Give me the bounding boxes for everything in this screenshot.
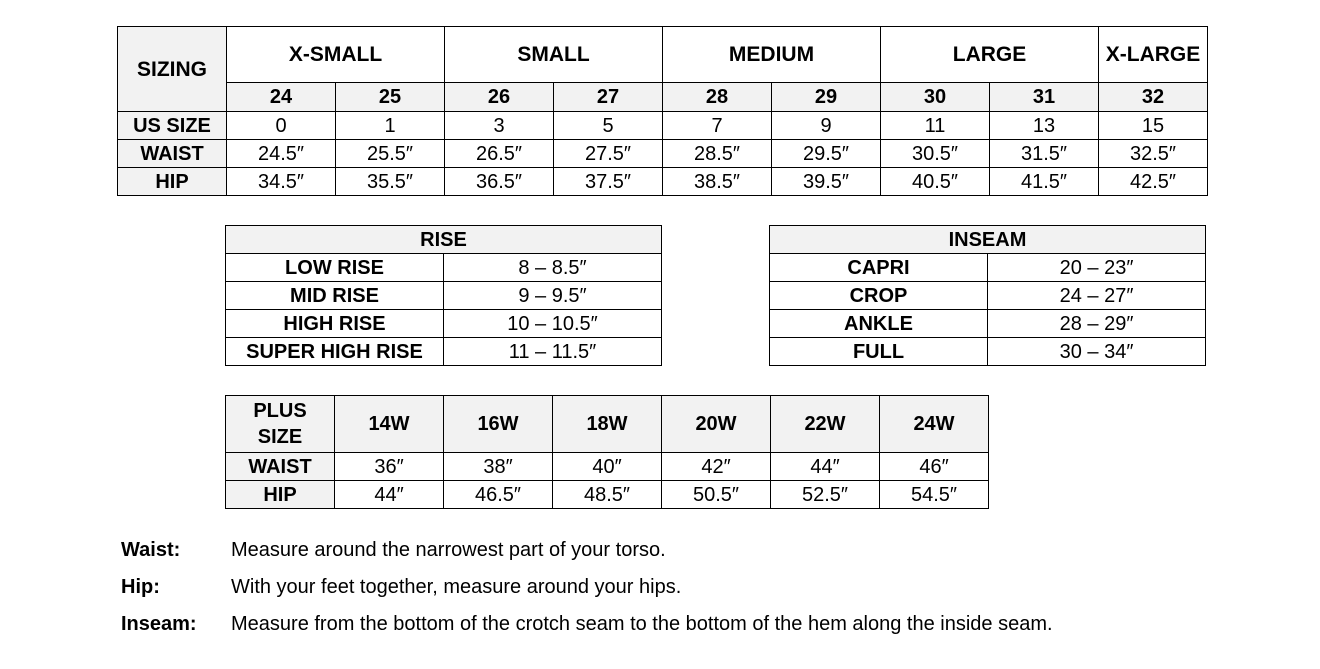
measurement-notes	[121, 539, 1053, 650]
table-cell: 29.5″	[772, 140, 881, 168]
table-cell: 32.5″	[1099, 140, 1208, 168]
table-cell: 25.5″	[336, 140, 445, 168]
table-cell: 24 – 27″	[988, 282, 1206, 310]
table-cell: 10 – 10.5″	[444, 310, 662, 338]
size-number: 32	[1099, 83, 1208, 112]
table-cell: 9	[772, 112, 881, 140]
sizing-table	[117, 26, 1208, 196]
table-cell: 27.5″	[554, 140, 663, 168]
table-cell: 3	[445, 112, 554, 140]
row-label: CAPRI	[770, 254, 988, 282]
note-term: Waist:	[121, 539, 181, 561]
size-number: 31	[990, 83, 1099, 112]
plus-size-number: 18W	[553, 396, 662, 453]
table-row	[770, 282, 1206, 310]
row-label: MID RISE	[226, 282, 444, 310]
note-text: Measure around the narrowest part of your torso.	[231, 539, 666, 561]
table-cell: 30.5″	[881, 140, 990, 168]
size-group-header: X-SMALL	[227, 27, 445, 83]
plus-size-label	[226, 396, 335, 453]
row-label: HIP	[118, 168, 227, 196]
table-cell: 26.5″	[445, 140, 554, 168]
row-label: HIGH RISE	[226, 310, 444, 338]
table-row	[118, 140, 1208, 168]
table-cell: 5	[554, 112, 663, 140]
table-cell: 30 – 34″	[988, 338, 1206, 366]
table-cell: 46.5″	[444, 481, 553, 509]
table-cell: 7	[663, 112, 772, 140]
table-cell: 24.5″	[227, 140, 336, 168]
table-row	[226, 254, 662, 282]
table-cell: 40.5″	[881, 168, 990, 196]
table-cell: 13	[990, 112, 1099, 140]
table-cell: 44″	[771, 453, 880, 481]
table-row	[226, 453, 989, 481]
table-cell: 11	[881, 112, 990, 140]
row-label: US SIZE	[118, 112, 227, 140]
table-cell: 8 – 8.5″	[444, 254, 662, 282]
plus-size-label-line2: SIZE	[257, 426, 303, 448]
row-label: FULL	[770, 338, 988, 366]
table-cell: 46″	[880, 453, 989, 481]
table-cell: 36.5″	[445, 168, 554, 196]
sizing-corner-label: SIZING	[118, 27, 227, 112]
plus-size-number: 20W	[662, 396, 771, 453]
table-row	[118, 112, 1208, 140]
table-cell: 35.5″	[336, 168, 445, 196]
plus-size-number: 22W	[771, 396, 880, 453]
size-group-header: LARGE	[881, 27, 1099, 83]
table-row	[770, 254, 1206, 282]
size-group-header: MEDIUM	[663, 27, 881, 83]
table-row	[226, 282, 662, 310]
size-number: 28	[663, 83, 772, 112]
size-group-header: X-LARGE	[1099, 27, 1208, 83]
plus-size-label-line1: PLUS	[253, 400, 307, 422]
note-text: Measure from the bottom of the crotch seam to the bottom of the hem along the inside seam.	[231, 613, 1053, 635]
table-cell: 1	[336, 112, 445, 140]
table-cell: 37.5″	[554, 168, 663, 196]
size-number: 29	[772, 83, 881, 112]
size-number: 24	[227, 83, 336, 112]
table-cell: 28 – 29″	[988, 310, 1206, 338]
table-cell: 0	[227, 112, 336, 140]
table-cell: 20 – 23″	[988, 254, 1206, 282]
table-row	[226, 338, 662, 366]
table-cell: 9 – 9.5″	[444, 282, 662, 310]
table-cell: 15	[1099, 112, 1208, 140]
table-cell: 41.5″	[990, 168, 1099, 196]
table-cell: 54.5″	[880, 481, 989, 509]
table-cell: 42″	[662, 453, 771, 481]
rise-table	[225, 225, 662, 366]
table-cell: 38.5″	[663, 168, 772, 196]
row-label: ANKLE	[770, 310, 988, 338]
table-cell: 42.5″	[1099, 168, 1208, 196]
inseam-table	[769, 225, 1206, 366]
row-label: CROP	[770, 282, 988, 310]
rise-title: RISE	[226, 226, 662, 254]
size-group-header: SMALL	[445, 27, 663, 83]
plus-size-number: 24W	[880, 396, 989, 453]
note-waist	[121, 539, 1053, 576]
plus-size-table	[225, 395, 989, 509]
size-number: 27	[554, 83, 663, 112]
table-row	[770, 310, 1206, 338]
size-number: 30	[881, 83, 990, 112]
table-cell: 40″	[553, 453, 662, 481]
note-text: With your feet together, measure around your hips.	[231, 576, 682, 598]
table-cell: 11 – 11.5″	[444, 338, 662, 366]
size-number: 25	[336, 83, 445, 112]
table-cell: 28.5″	[663, 140, 772, 168]
size-number: 26	[445, 83, 554, 112]
row-label: WAIST	[226, 453, 335, 481]
table-row	[226, 310, 662, 338]
note-term: Inseam:	[121, 613, 197, 635]
row-label: HIP	[226, 481, 335, 509]
table-cell: 31.5″	[990, 140, 1099, 168]
table-row	[118, 168, 1208, 196]
table-cell: 36″	[335, 453, 444, 481]
plus-size-number: 14W	[335, 396, 444, 453]
plus-size-number: 16W	[444, 396, 553, 453]
row-label: WAIST	[118, 140, 227, 168]
note-inseam	[121, 613, 1053, 650]
row-label: LOW RISE	[226, 254, 444, 282]
note-hip	[121, 576, 1053, 613]
table-cell: 52.5″	[771, 481, 880, 509]
note-term: Hip:	[121, 576, 160, 598]
table-row	[226, 481, 989, 509]
table-row	[770, 338, 1206, 366]
row-label: SUPER HIGH RISE	[226, 338, 444, 366]
table-cell: 39.5″	[772, 168, 881, 196]
table-cell: 48.5″	[553, 481, 662, 509]
table-cell: 44″	[335, 481, 444, 509]
table-cell: 34.5″	[227, 168, 336, 196]
table-cell: 50.5″	[662, 481, 771, 509]
inseam-title: INSEAM	[770, 226, 1206, 254]
table-cell: 38″	[444, 453, 553, 481]
